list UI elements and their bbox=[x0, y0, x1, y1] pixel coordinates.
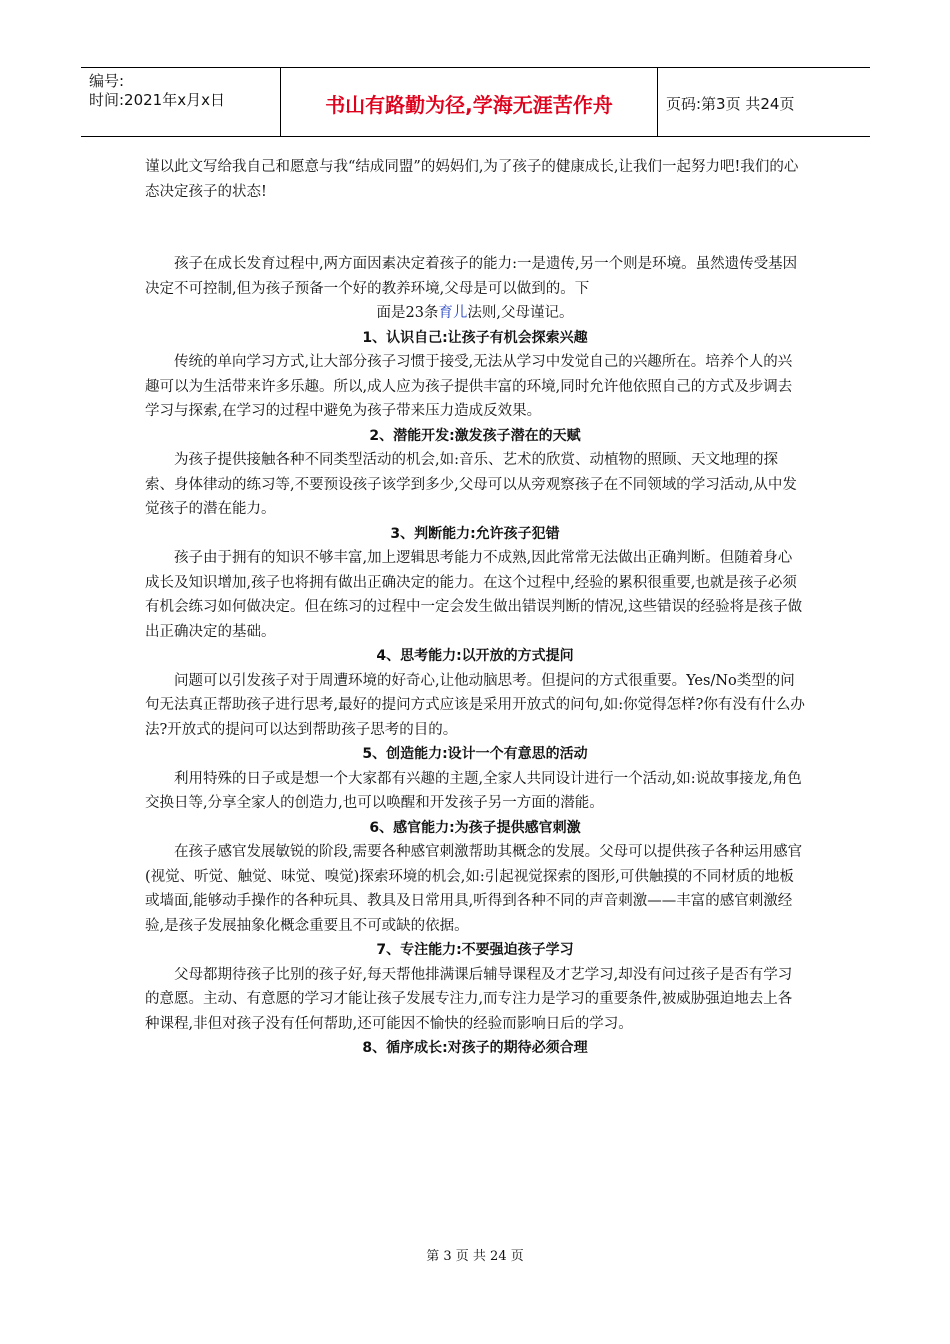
lead-text: 孩子在成长发育过程中,两方面因素决定着孩子的能力:一是遗传,另一个则是环境。虽然遗传受基因决定不可控制,但为孩子预备一个好的教养环境,父母是可以做到的。下 bbox=[145, 256, 798, 297]
section-heading: 5、创造能力:设计一个有意思的活动 bbox=[362, 746, 588, 762]
page-header bbox=[81, 67, 870, 137]
intro-paragraph: 谨以此文写给我自己和愿意与我“结成同盟”的妈妈们,为了孩子的健康成长,让我们一起努力吧!我们的心态决定孩子的状态! bbox=[145, 159, 799, 200]
section-heading: 6、感官能力:为孩子提供感官刺激 bbox=[369, 819, 581, 836]
page-footer: 第 3 页 共 24 页 bbox=[426, 1249, 524, 1264]
header-info-cell bbox=[81, 68, 281, 136]
section-heading: 1、认识自己:让孩子有机会探索兴趣 bbox=[362, 329, 588, 346]
spacer bbox=[145, 204, 805, 252]
lead-paragraph bbox=[145, 252, 805, 301]
section-text: 问题可以引发孩子对于周遭环境的好奇心,让他动脑思考。但提问的方式很重要。Yes/No类型的问句无法真正帮助孩子进行思考,最好的提问方式应该是采用开放式的问句,如:你觉得怎样?你有没有什么办法?开放式的提问可以达到帮助孩子思考的目的。 bbox=[145, 672, 805, 738]
header-motto-cell bbox=[281, 68, 658, 136]
lead-text-pre: 面是23条 bbox=[376, 305, 439, 321]
section-text: 在孩子感官发展敏锐的阶段,需要各种感官刺激帮助其概念的发展。父母可以提供孩子各种运用感官(视觉、听觉、触觉、味觉、嗅觉)探索环境的机会,如:引起视觉探索的图形,可供触摸的不同材质的地板或墙面,能够动手操作的各种玩具、教具及日常用具,听得到各种不同的声音刺激——丰富的感官刺激经验,是孩子发展抽象化概念重要且不可或缺的依据。 bbox=[145, 844, 803, 934]
section-text: 父母都期待孩子比别的孩子好,每天帮他排满课后辅导课程及才艺学习,却没有问过孩子是否有学习的意愿。主动、有意愿的学习才能让孩子发展专注力,而专注力是学习的重要条件,被威胁强迫地去上各种课程,非但对孩子没有任何帮助,还可能因不愉快的经验而影响日后的学习。 bbox=[145, 966, 793, 1032]
lead-text-post: 法则,父母谨记。 bbox=[467, 305, 574, 321]
document-body bbox=[145, 155, 805, 1061]
header-page-cell bbox=[658, 68, 870, 136]
section-text: 传统的单向学习方式,让大部分孩子习惯于接受,无法从学习中发觉自己的兴趣所在。培养个人的兴趣可以为生活带来许多乐趣。所以,成人应为孩子提供丰富的环境,同时允许他依照自己的方式及步调去学习与探索,在学习的过程中避免为孩子带来压力造成反效果。 bbox=[145, 354, 793, 419]
section-heading: 7、专注能力:不要强迫孩子学习 bbox=[376, 942, 574, 958]
header-motto: 书山有路勤为径,学海无涯苦作舟 bbox=[325, 93, 613, 117]
section-heading: 2、潜能开发:激发孩子潜在的天赋 bbox=[369, 427, 581, 444]
section-text: 孩子由于拥有的知识不够丰富,加上逻辑思考能力不成熟,因此常常无法做出正确判断。但随着身心成长及知识增加,孩子也将拥有做出正确决定的能力。在这个过程中,经验的累积很重要,也就是孩子必须有机会练习如何做决定。但在练习的过程中一定会发生做出错误判断的情况,这些错误的经验将是孩子做出正确决定的基础。 bbox=[145, 550, 803, 640]
lead-paragraph-end bbox=[145, 301, 805, 326]
section-heading: 3、判断能力:允许孩子犯错 bbox=[390, 525, 560, 542]
header-page-number: 页码:第3页 共24页 bbox=[666, 95, 795, 113]
document-number-label: 编号: bbox=[89, 72, 125, 90]
section-text: 为孩子提供接触各种不同类型活动的机会,如:音乐、艺术的欣赏、动植物的照顾、天文地理的探索、身体律动的练习等,不要预设孩子该学到多少,父母可以从旁观察孩子在不同领域的学习活动,从中发觉孩子的潜在能力。 bbox=[145, 452, 797, 517]
section-heading: 8、循序成长:对孩子的期待必须合理 bbox=[362, 1040, 588, 1056]
section-heading: 4、思考能力:以开放的方式提问 bbox=[376, 648, 574, 664]
parenting-link[interactable]: 育儿 bbox=[438, 305, 468, 321]
section-text: 利用特殊的日子或是想一个大家都有兴趣的主题,全家人共同设计进行一个活动,如:说故事接龙,角色交换日等,分享全家人的创造力,也可以唤醒和开发孩子另一方面的潜能。 bbox=[145, 770, 802, 811]
document-time-label: 时间:2021年x月x日 bbox=[89, 91, 225, 109]
